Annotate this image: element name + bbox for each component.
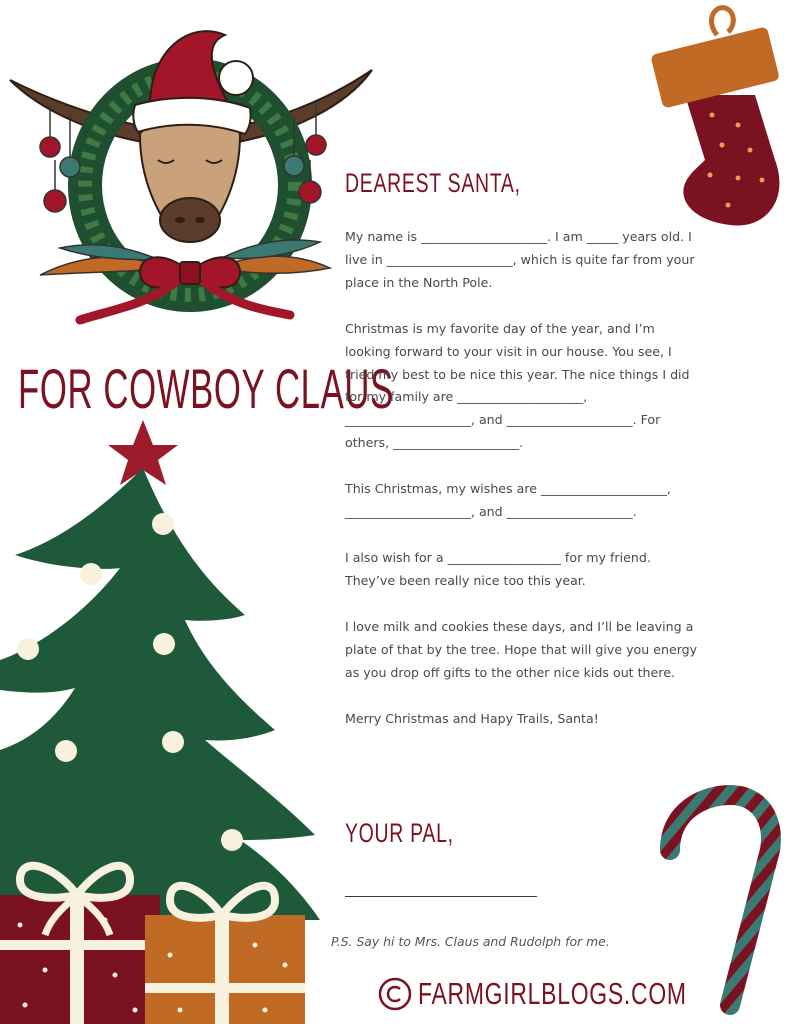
website-link[interactable]: FARMGIRLBLOGS.COM: [418, 976, 687, 1011]
footer: [378, 976, 781, 1012]
signature-line: [345, 896, 537, 897]
paragraph: I also wish for a __________________ for my friend. They’ve been really nice too this year.: [345, 549, 651, 588]
longhorn-wreath-illustration: [0, 10, 380, 330]
paragraph: Christmas is my favorite day of the year, and I’m looking forward to your visit in our house. You see, I tried my best to be nice this year. The nice things I did for my family are ____________________, ____________________, and ____________________. For others, ____________________.: [345, 320, 690, 451]
postscript: P.S. Say hi to Mrs. Claus and Rudolph for me.: [331, 934, 610, 949]
copyright-icon: [378, 977, 412, 1011]
stocking-illustration: [650, 0, 791, 235]
paragraph: Merry Christmas and Hapy Trails, Santa!: [345, 710, 599, 726]
paragraph: My name is ____________________. I am _____ years old. I live in ____________________, which is quite far from your place in the North Pole.: [345, 229, 695, 290]
closing-heading: YOUR PAL,: [345, 818, 454, 848]
gift-boxes-illustration: [0, 835, 310, 1024]
paragraph: I love milk and cookies these days, and I’ll be leaving a plate of that by the tree. Hope that will give you energy as you drop off gifts to the other nice kids out there.: [345, 618, 698, 680]
paragraph: This Christmas, my wishes are ____________________, ____________________, and ____________________.: [345, 481, 671, 520]
letter-body: [345, 226, 700, 753]
greeting-heading: DEAREST SANTA,: [345, 168, 521, 198]
letter-title: FOR COWBOY CLAUS: [18, 357, 394, 420]
